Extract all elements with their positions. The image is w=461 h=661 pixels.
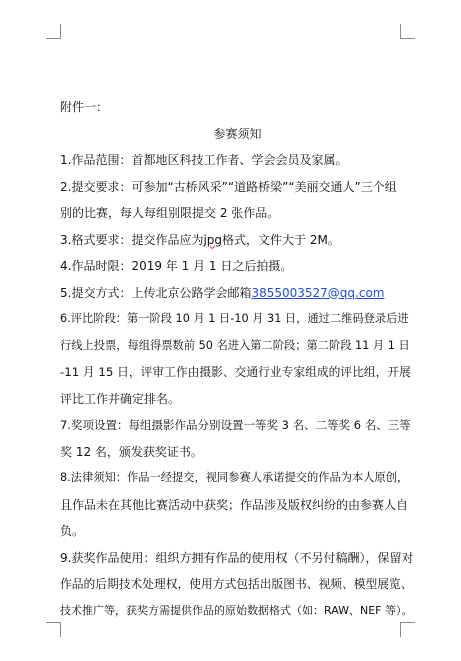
item-6-line-4: 评比工作并确定排名。 — [60, 391, 181, 406]
item-3-prefix: 3.格式要求：提交作品应为 — [60, 232, 204, 247]
item-6-line-1: 6.评比阶段：第一阶段 10 月 1 日-10 月 31 日，通过二维码登录后进 — [60, 312, 409, 325]
document-body — [60, 94, 415, 624]
item-1-line-1: 1.作品范围：首都地区科技工作者、学会会员及家属。 — [60, 153, 348, 167]
crop-mark-bottom-left — [46, 622, 61, 637]
item-9-line-2: 作品的后期技术处理权，使用方式包括出版图书、视频、模型展览、 — [60, 577, 413, 591]
attachment-label: 附件一： — [60, 100, 109, 114]
crop-mark-top-left — [46, 24, 61, 39]
item-3-suffix: 格式，文件大于 2M。 — [222, 232, 340, 247]
item-9-line-1: 9.获奖作品使用：组织方拥有作品的使用权（不另付稿酬），保留对 — [60, 550, 414, 565]
item-8-line-1: 8.法律须知：作品一经提交，视同参赛人承诺提交的作品为本人原创， — [60, 471, 409, 484]
document-title: 参赛须知 — [213, 126, 262, 141]
item-4-line-1: 4.作品时限：2019 年 1 月 1 日之后拍摄。 — [60, 259, 293, 273]
item-8-line-3: 负。 — [60, 524, 85, 538]
item-6-line-3: -11 月 15 日，评审工作由摄影、交通行业专家组成的评比组，开展 — [60, 365, 411, 379]
email-link[interactable]: 3855003527@qq.com — [251, 285, 385, 300]
item-6-line-2: 行线上投票，每组得票数前 50 名进入第二阶段；第二阶段 11 月 1 日 — [60, 338, 410, 352]
item-2-line-2: 别的比赛，每人每组别限提交 2 张作品。 — [60, 206, 280, 220]
item-5-line-1 — [60, 280, 415, 307]
item-7-line-1: 7.奖项设置：每组摄影作品分别设置一等奖 3 名、二等奖 6 名、三等 — [60, 418, 411, 432]
crop-mark-top-right — [400, 24, 415, 39]
crop-mark-bottom-right — [400, 622, 415, 637]
item-3-line-1 — [60, 227, 415, 254]
item-8-line-2: 且作品未在其他比赛活动中获奖；作品涉及版权纠纷的由参赛人自 — [60, 497, 409, 512]
item-2-line-1: 2.提交要求：可参加“古桥风采”“道路桥梁”“美丽交通人”三个组 — [60, 179, 397, 194]
item-5-prefix: 5.提交方式：上传北京公路学会邮箱 — [60, 285, 252, 300]
spellcheck-flag-jpg: jpg — [203, 232, 223, 247]
item-7-line-2: 奖 12 名，颁发获奖证书。 — [60, 444, 203, 459]
item-9-line-3: 技术推广等，获奖方需提供作品的原始数据格式（如：RAW、NEF 等）。 — [60, 603, 413, 617]
